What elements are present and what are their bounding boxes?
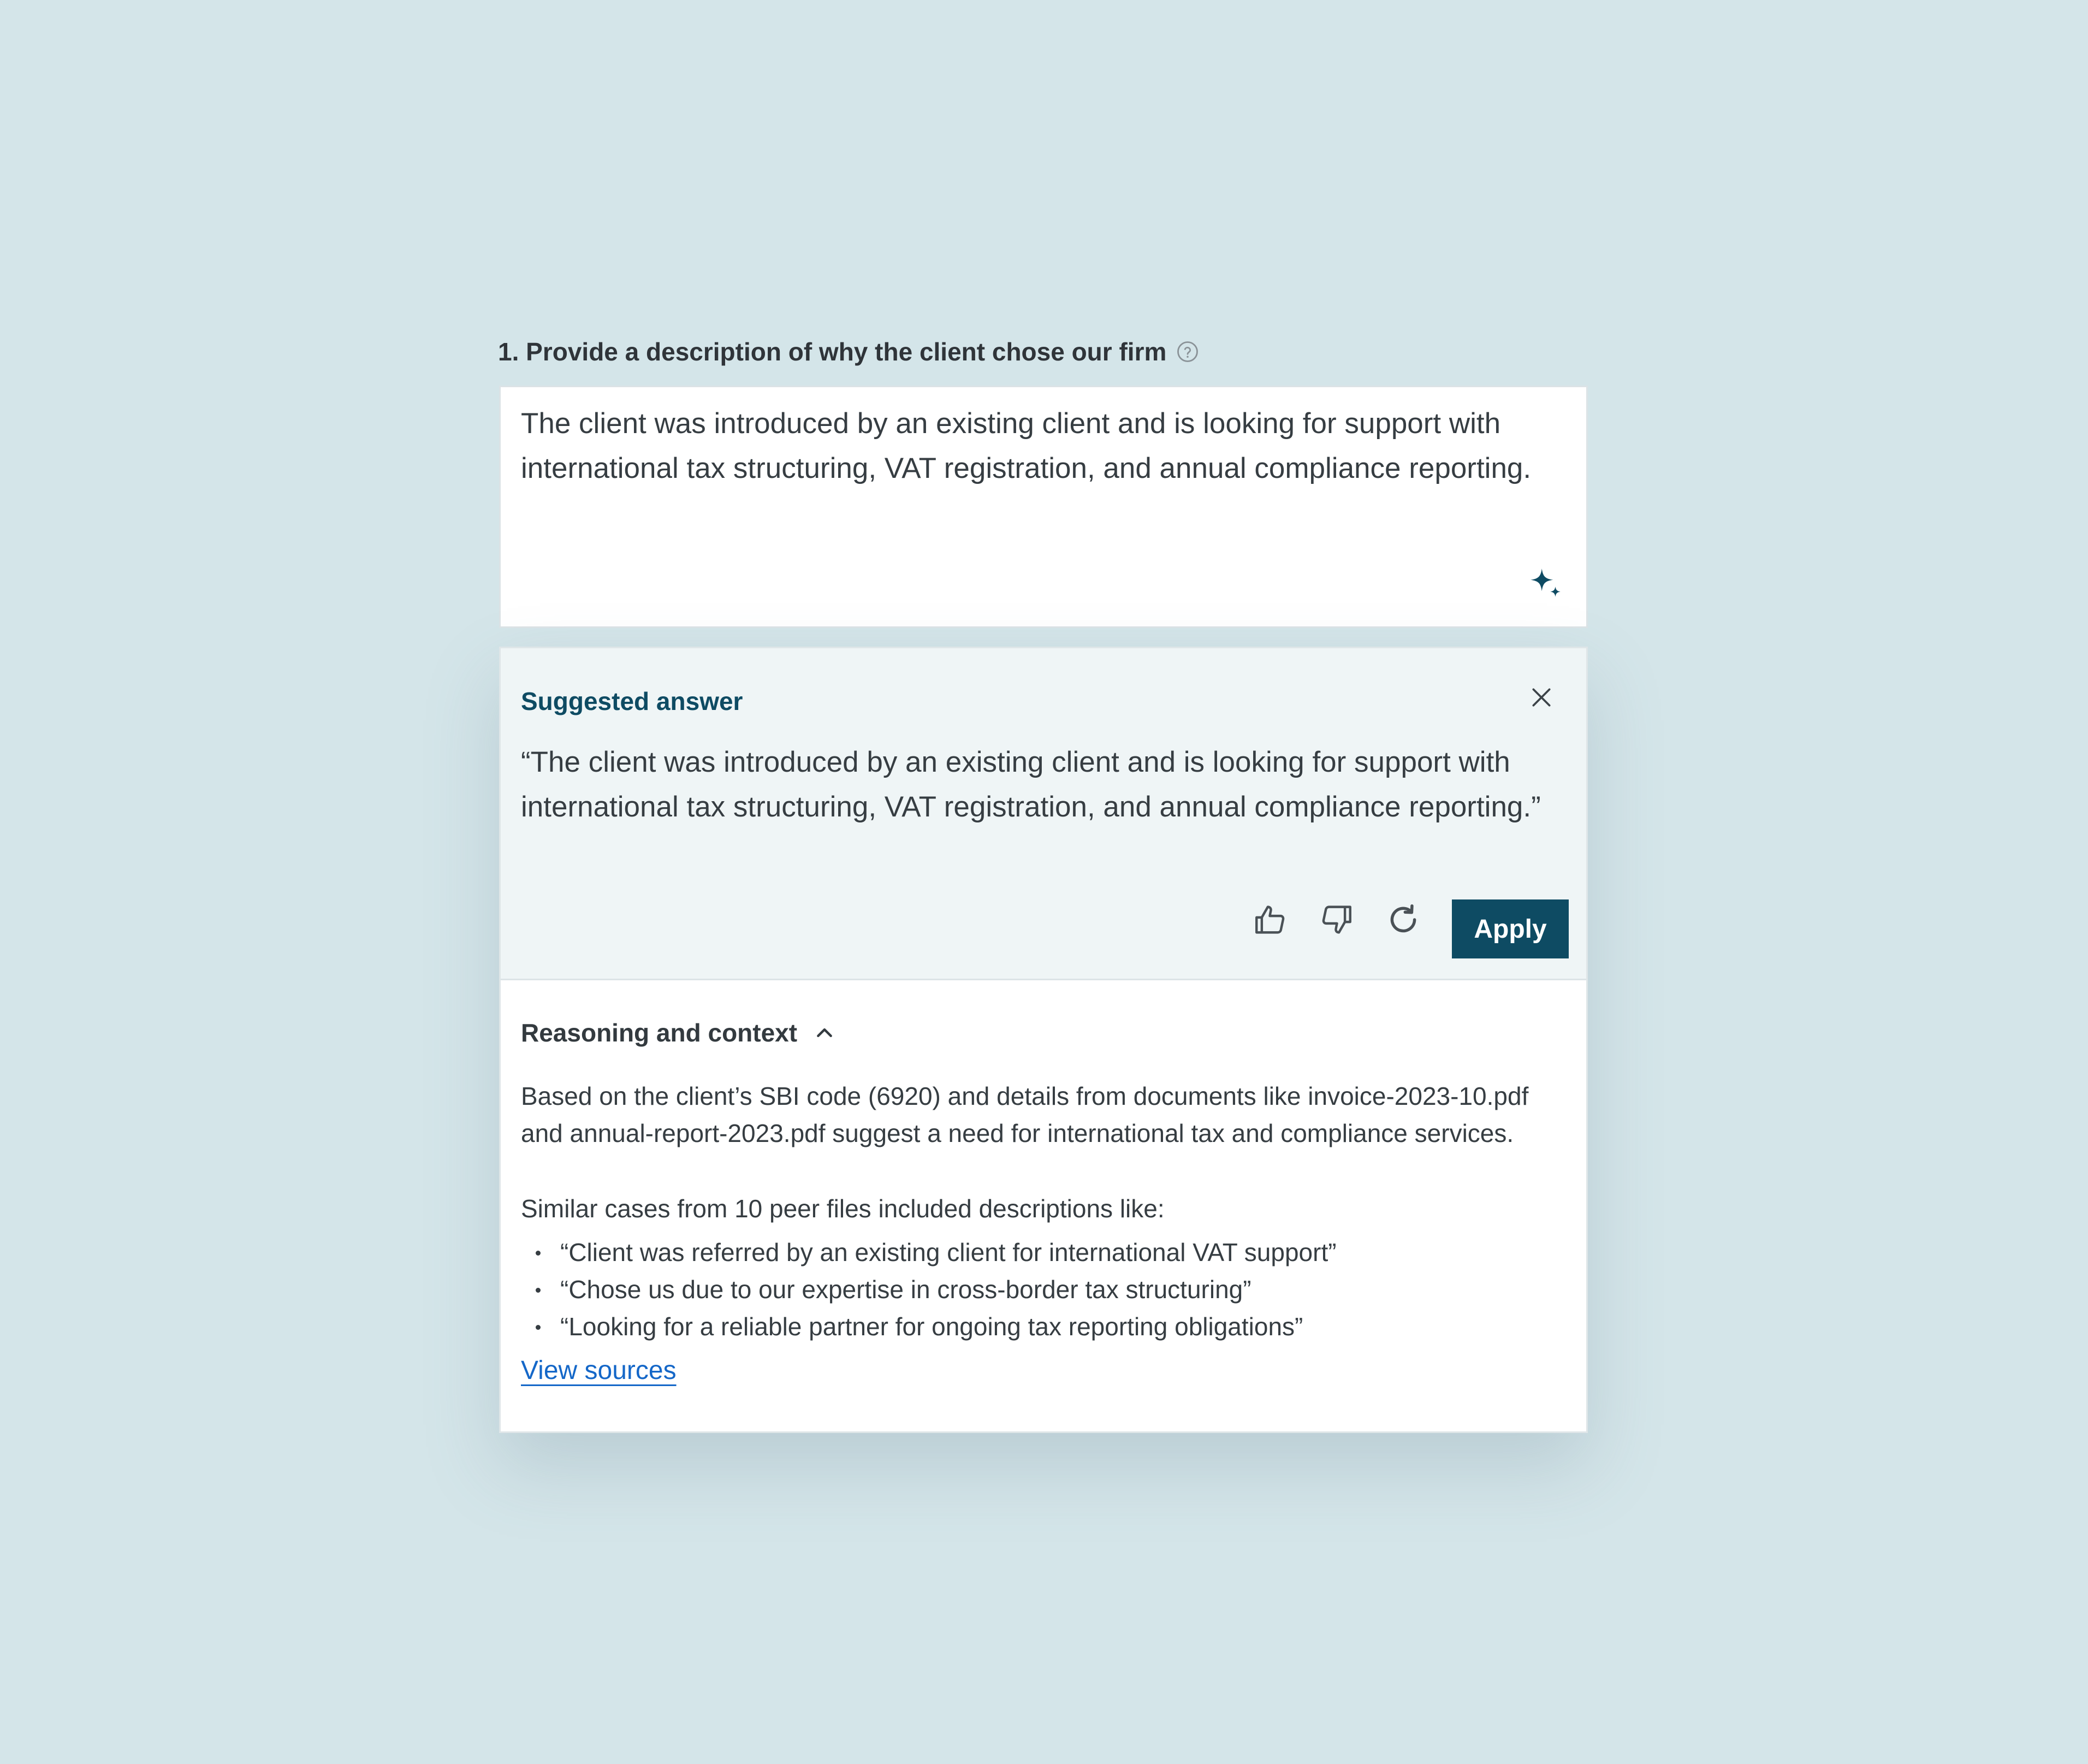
question-text: 1. Provide a description of why the client chose our firm bbox=[498, 338, 1167, 366]
answer-text[interactable]: The client was introduced by an existing client and is looking for support with international tax structuring, VAT registration, and annual compliance reporting. bbox=[521, 407, 1532, 484]
list-item: “Looking for a reliable partner for ongoing tax reporting obligations” bbox=[521, 1308, 1564, 1345]
question-circle-icon[interactable] bbox=[1176, 340, 1199, 363]
close-icon[interactable] bbox=[1529, 685, 1553, 709]
reasoning-title: Reasoning and context bbox=[521, 1019, 798, 1047]
question-label bbox=[498, 334, 1199, 369]
similar-cases-intro: Similar cases from 10 peer files included descriptions like: bbox=[521, 1194, 1165, 1223]
example-list bbox=[521, 1234, 1564, 1345]
sparkle-icon[interactable] bbox=[1528, 566, 1564, 602]
suggested-answer-section bbox=[501, 648, 1586, 980]
regenerate-button[interactable] bbox=[1382, 898, 1425, 941]
thumbs-up-icon[interactable] bbox=[1252, 902, 1288, 938]
close-button[interactable] bbox=[1523, 679, 1560, 716]
like-button[interactable] bbox=[1249, 898, 1291, 941]
view-sources-link[interactable]: View sources bbox=[521, 1356, 677, 1385]
chevron-up-icon[interactable] bbox=[814, 1022, 835, 1044]
suggestion-card bbox=[499, 647, 1588, 1433]
apply-button[interactable]: Apply bbox=[1452, 899, 1569, 958]
dislike-button[interactable] bbox=[1315, 898, 1358, 941]
suggested-answer-text: “The client was introduced by an existing client and is looking for support with international tax structuring, VAT registration, and annual compliance reporting.” bbox=[521, 746, 1541, 823]
list-item: “Client was referred by an existing client for international VAT support” bbox=[521, 1234, 1564, 1271]
answer-textarea[interactable] bbox=[499, 386, 1588, 628]
reasoning-paragraph: Based on the client’s SBI code (6920) and details from documents like invoice-2023-10.pdf and annual-report-2023.pdf suggest a need for international tax and compliance services. bbox=[521, 1082, 1529, 1147]
suggested-answer-title: Suggested answer bbox=[521, 687, 743, 715]
refresh-icon[interactable] bbox=[1385, 902, 1421, 938]
reasoning-toggle[interactable] bbox=[521, 1013, 835, 1052]
thumbs-down-icon[interactable] bbox=[1319, 902, 1355, 938]
list-item: “Chose us due to our expertise in cross-border tax structuring” bbox=[521, 1271, 1564, 1308]
